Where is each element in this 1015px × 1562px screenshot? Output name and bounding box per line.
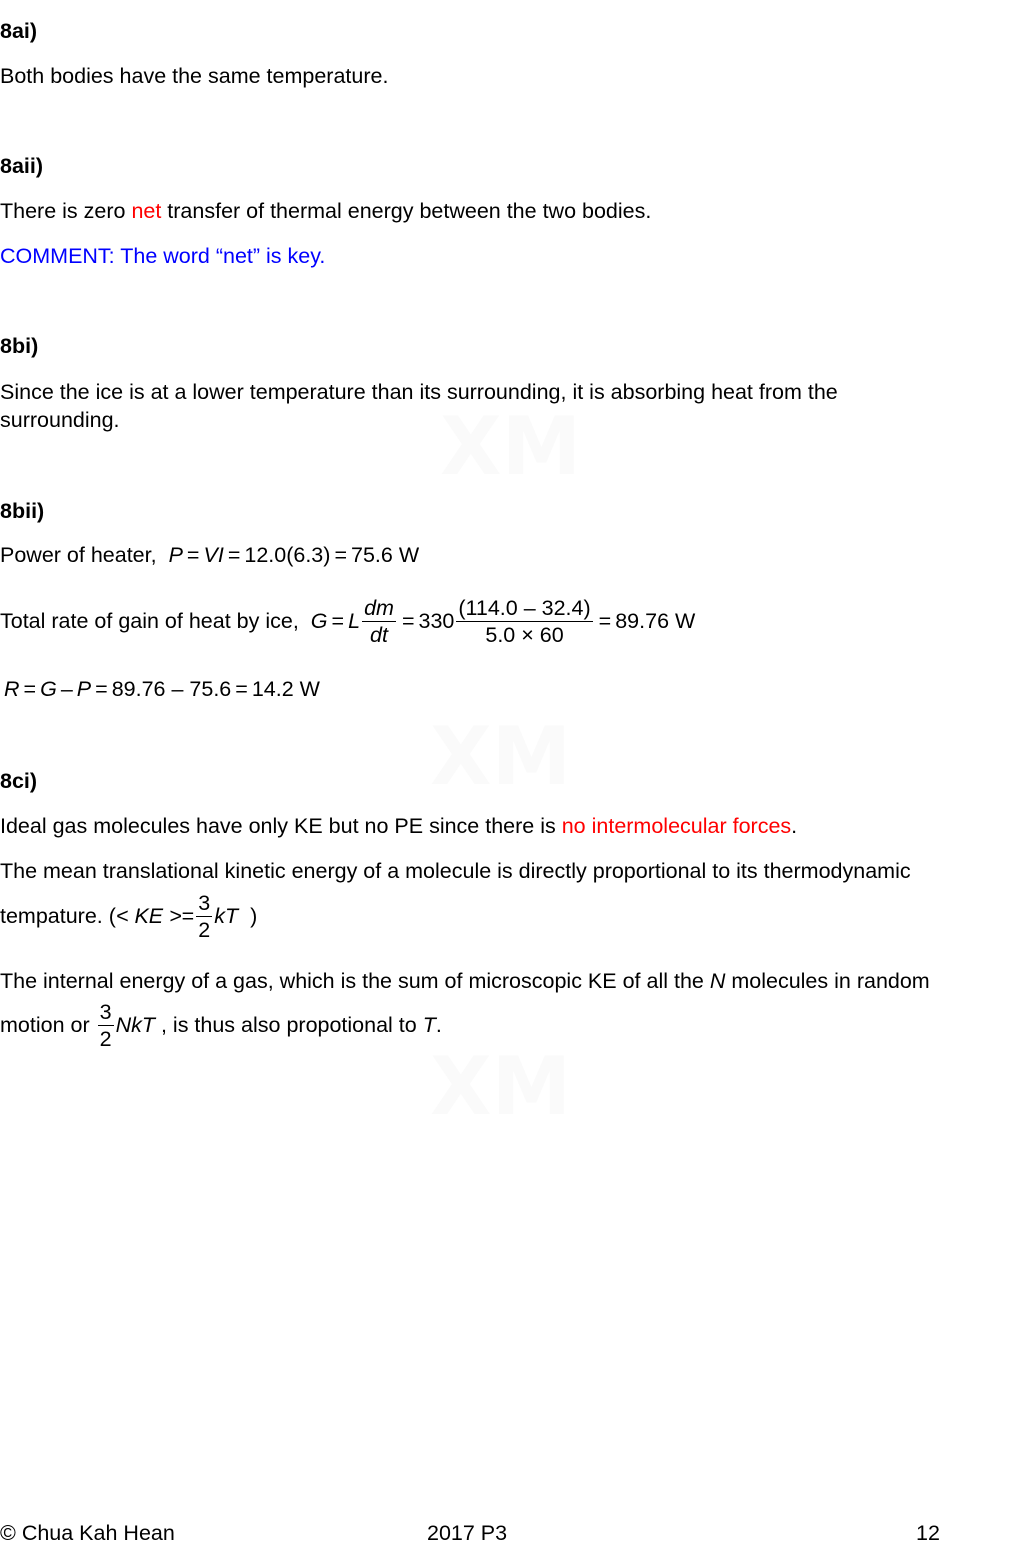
equation-gain (0, 597, 695, 646)
p2-text: tempature. ( (0, 903, 116, 928)
question-heading-8ci: 8ci) (0, 769, 38, 793)
var-g: G (40, 677, 57, 701)
highlight-no-intermolecular-forces: no intermolecular forces (561, 814, 792, 838)
equals-sign: = (186, 543, 200, 567)
var-p: P (76, 677, 92, 701)
fraction-mass-rate (456, 597, 592, 646)
fraction-three-halves (196, 892, 212, 941)
fraction-denominator: 2 (198, 917, 211, 942)
watermark (430, 710, 571, 803)
var-kt: kT (214, 903, 239, 928)
answer-8ci-p2-line1: The mean translational kinetic energy of a molecule is directly proportional to its thermodynamic (0, 859, 911, 883)
answer-8ci-p2-line2 (0, 892, 257, 941)
gain-result: 89.76 W (615, 608, 696, 633)
equation-power (0, 545, 419, 567)
var-t: T (422, 1012, 436, 1037)
answer-8aii (0, 201, 651, 223)
equals-sign: = (331, 608, 345, 633)
var-p: P (168, 543, 183, 567)
var-vi: VI (203, 543, 224, 567)
answer-8ai: Both bodies have the same temperature. (0, 64, 389, 88)
fraction-numerator: 3 (198, 891, 211, 915)
footer-author: © Chua Kah Hean (0, 1521, 175, 1545)
p3-line2-mid: , is thus also propotional to (155, 1012, 423, 1037)
question-heading-8bii: 8bii) (0, 499, 45, 523)
answer-8aii-text: There is zero (0, 199, 132, 223)
equals-sign: = (598, 608, 612, 633)
question-heading-8ai: 8ai) (0, 19, 38, 43)
equals-sign: = (235, 677, 248, 701)
p1-end: . (791, 814, 798, 838)
equals-sign: = (95, 677, 108, 701)
loss-result: 14.2 W (251, 677, 320, 701)
watermark (430, 1040, 571, 1133)
equation-loss (4, 679, 320, 701)
power-calc: 12.0(6.3) (244, 543, 331, 567)
fraction-denominator: 5.0 × 60 (485, 622, 564, 647)
var-nkt: NkT (115, 1012, 155, 1037)
equals-sign: = (181, 903, 195, 928)
comment-8aii: COMMENT: The word “net” is key. (0, 244, 326, 268)
p3-text: The internal energy of a gas, which is the sum of microscopic KE of all the (0, 969, 710, 993)
fraction-denominator: dt (370, 622, 388, 647)
fraction-denominator: 2 (99, 1026, 112, 1051)
equals-sign: = (401, 608, 415, 633)
footer-paper: 2017 P3 (427, 1521, 508, 1545)
loss-calc: 89.76 – 75.6 (111, 677, 232, 701)
var-n: N (709, 969, 726, 993)
mean-ke: < KE > (115, 903, 182, 928)
latent-heat-coef: 330 (418, 608, 455, 633)
fraction-numerator: (114.0 – 32.4) (458, 596, 591, 620)
question-heading-8aii: 8aii) (0, 154, 44, 178)
p3-end: . (435, 1012, 442, 1037)
watermark (440, 400, 581, 493)
fraction-dm-dt (362, 597, 396, 646)
var-r: R (4, 677, 20, 701)
close-paren: ) (250, 903, 258, 928)
var-l: L (348, 608, 361, 633)
answer-8ci-p3-line2 (0, 1001, 442, 1050)
fraction-three-halves (98, 1001, 114, 1050)
power-result: 75.6 W (351, 543, 420, 567)
equals-sign: = (227, 543, 241, 567)
p1-text: Ideal gas molecules have only KE but no PE since there is (0, 814, 562, 838)
answer-8ci-p3-line1 (0, 971, 930, 993)
equals-sign: = (23, 677, 37, 701)
var-g: G (310, 608, 328, 633)
highlight-net: net (131, 199, 162, 223)
answer-8bi-line1: Since the ice is at a lower temperature than its surrounding, it is absorbing heat from the (0, 380, 838, 404)
gain-label: Total rate of gain of heat by ice, (0, 608, 299, 633)
answer-8ci-p1 (0, 816, 797, 838)
question-heading-8bi: 8bi) (0, 334, 39, 358)
p3-line2-text: motion or (0, 1012, 96, 1037)
p3-text-end: molecules in random (725, 969, 930, 993)
power-label: Power of heater, (0, 543, 157, 567)
fraction-numerator: 3 (99, 1000, 112, 1024)
answer-8bi-line2: surrounding. (0, 408, 120, 432)
answer-8aii-text-end: transfer of thermal energy between the two bodies. (161, 199, 652, 223)
fraction-numerator: dm (364, 596, 394, 620)
footer-page-number: 12 (916, 1521, 940, 1545)
equals-sign: = (334, 543, 347, 567)
minus-sign: – (60, 677, 73, 701)
